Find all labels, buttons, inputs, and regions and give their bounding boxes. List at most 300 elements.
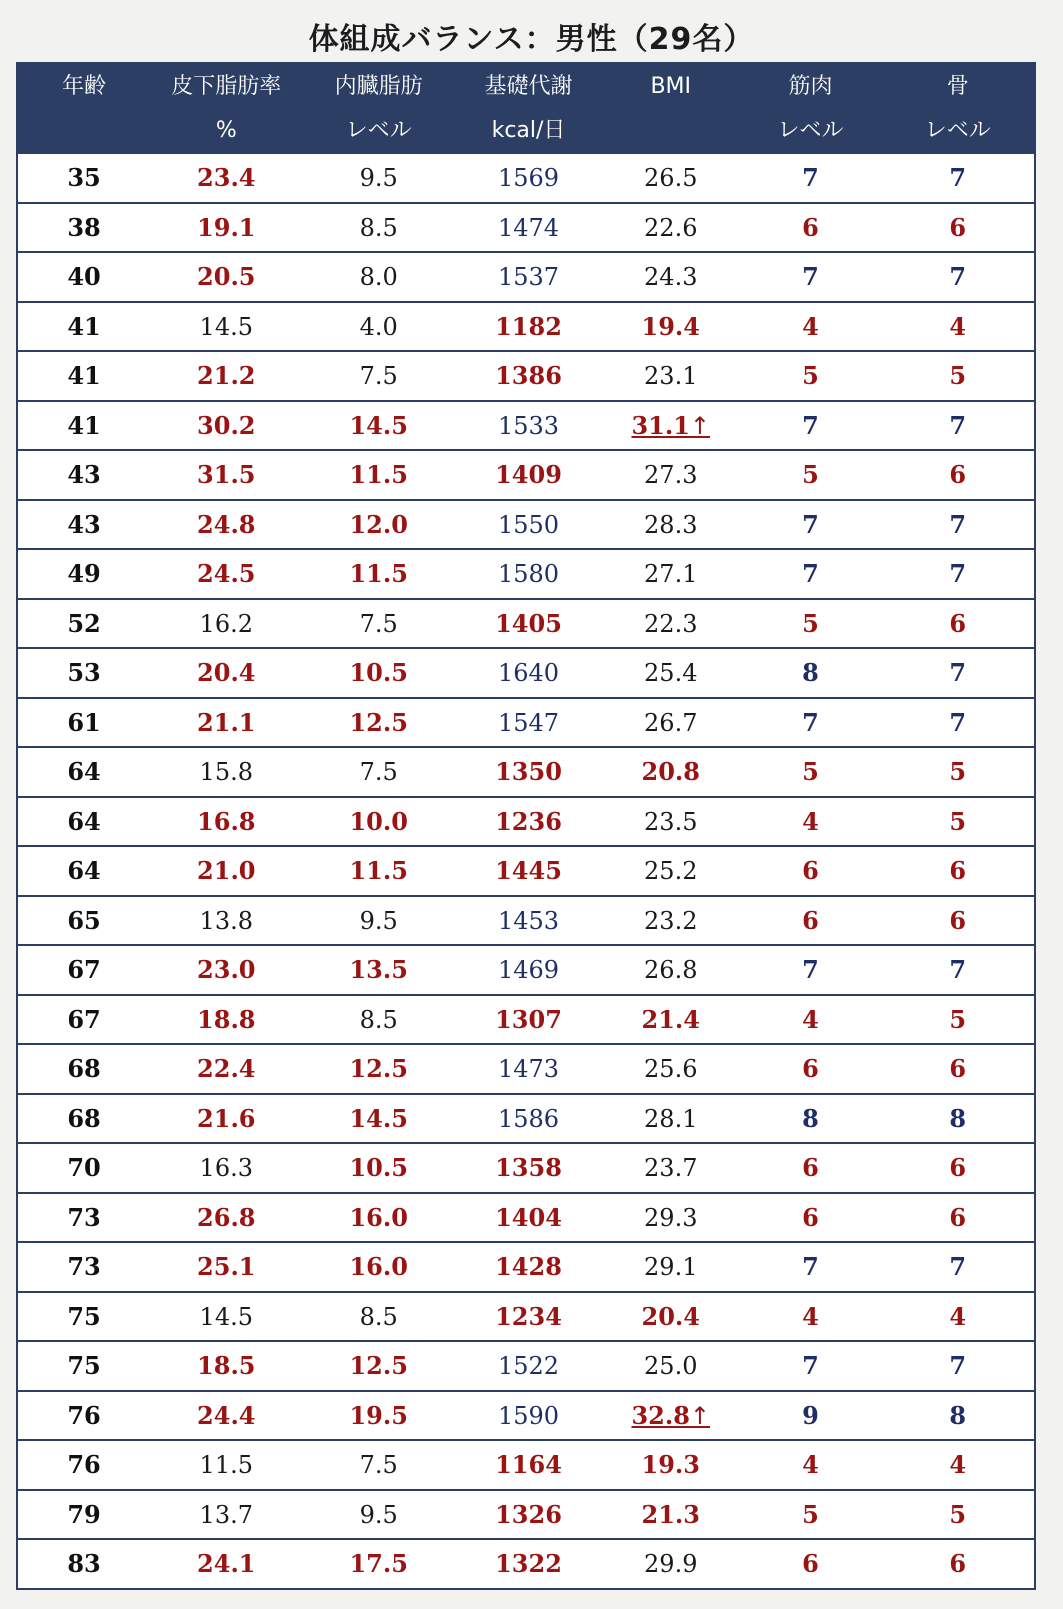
- muscle-level-value: 6: [802, 1153, 819, 1183]
- subcutaneous-fat-value: 14.5: [199, 312, 253, 341]
- cell-subcutaneous-fat: [150, 154, 302, 203]
- bone-level-value: 7: [949, 262, 967, 292]
- cell-age: [18, 1539, 150, 1588]
- bmr-value: 1550: [497, 510, 560, 539]
- bmi-value: 20.4: [641, 1301, 700, 1331]
- cell-bmi: [602, 648, 739, 698]
- cell-bmi: [602, 698, 739, 748]
- cell-bmi: [602, 302, 739, 352]
- bmi-value: 20.8: [641, 757, 700, 787]
- cell-bmr: [455, 1440, 602, 1490]
- cell-bmr: [455, 846, 602, 896]
- bmi-value: 25.6: [644, 1055, 698, 1084]
- table-row: [18, 549, 1034, 599]
- table-row: [18, 648, 1034, 698]
- cell-visceral-fat: [302, 995, 454, 1045]
- bmr-value: 1580: [497, 560, 560, 589]
- visceral-fat-value: 9.5: [359, 1500, 398, 1529]
- cell-bmi: [602, 945, 739, 995]
- subcutaneous-fat-value: 21.6: [197, 1103, 256, 1133]
- bone-level-value: 6: [949, 856, 967, 886]
- visceral-fat-value: 8.5: [359, 1005, 398, 1034]
- table-body: [18, 154, 1034, 1588]
- cell-muscle-level: [739, 1094, 881, 1144]
- cell-bone-level: [882, 1193, 1034, 1243]
- table-row: [18, 252, 1034, 302]
- muscle-level-value: 5: [802, 361, 819, 391]
- bmr-value: 1445: [495, 856, 562, 886]
- bmi-value: 27.1: [644, 560, 698, 589]
- cell-bmi: [602, 1440, 739, 1490]
- bmr-value: 1409: [495, 460, 562, 490]
- visceral-fat-value: 10.0: [349, 806, 408, 836]
- header-visceral-fat: 内臓脂肪 レベル: [302, 64, 454, 154]
- cell-visceral-fat: [302, 1242, 454, 1292]
- cell-muscle-level: [739, 1341, 881, 1391]
- cell-subcutaneous-fat: [150, 945, 302, 995]
- page-title: 体組成バランス：男性（29名）: [308, 22, 755, 57]
- bone-level-value: 7: [949, 658, 967, 688]
- visceral-fat-value: 12.5: [349, 1054, 408, 1084]
- cell-bmr: [455, 599, 602, 649]
- subcutaneous-fat-value: 16.8: [197, 806, 256, 836]
- cell-subcutaneous-fat: [150, 1094, 302, 1144]
- bmr-value: 1234: [495, 1301, 562, 1331]
- age-value: 49: [67, 559, 101, 589]
- cell-muscle-level: [739, 648, 881, 698]
- cell-visceral-fat: [302, 698, 454, 748]
- cell-age: [18, 1440, 150, 1490]
- bmr-value: 1428: [495, 1252, 562, 1282]
- cell-bmi: [602, 500, 739, 550]
- cell-bmi: [602, 252, 739, 302]
- subcutaneous-fat-value: 24.5: [197, 559, 256, 589]
- table-row: [18, 302, 1034, 352]
- cell-bmr: [455, 203, 602, 253]
- table-row: [18, 1094, 1034, 1144]
- cell-muscle-level: [739, 154, 881, 203]
- bone-level-value: 5: [949, 806, 967, 836]
- cell-subcutaneous-fat: [150, 1292, 302, 1342]
- table-row: [18, 945, 1034, 995]
- visceral-fat-value: 11.5: [349, 559, 408, 589]
- cell-bmi: [602, 154, 739, 203]
- visceral-fat-value: 7.5: [359, 1451, 398, 1480]
- age-value: 41: [67, 410, 101, 440]
- bone-level-value: 7: [949, 410, 967, 440]
- bone-level-value: 6: [949, 1153, 967, 1183]
- muscle-level-value: 5: [802, 460, 819, 490]
- muscle-level-value: 4: [802, 311, 819, 341]
- bmi-value: 21.3: [641, 1499, 700, 1529]
- age-value: 73: [67, 1202, 101, 1232]
- cell-visceral-fat: [302, 500, 454, 550]
- cell-bone-level: [882, 1341, 1034, 1391]
- bone-level-value: 6: [949, 460, 967, 490]
- cell-muscle-level: [739, 896, 881, 946]
- table-row: [18, 1193, 1034, 1243]
- cell-bmr: [455, 302, 602, 352]
- table-row: [18, 599, 1034, 649]
- visceral-fat-value: 12.5: [349, 1351, 408, 1381]
- cell-visceral-fat: [302, 549, 454, 599]
- cell-subcutaneous-fat: [150, 1539, 302, 1588]
- subcutaneous-fat-value: 24.1: [197, 1549, 256, 1579]
- cell-age: [18, 1044, 150, 1094]
- cell-bone-level: [882, 945, 1034, 995]
- subcutaneous-fat-value: 21.0: [197, 856, 256, 886]
- age-value: 41: [67, 361, 101, 391]
- cell-muscle-level: [739, 599, 881, 649]
- cell-bmi: [602, 1292, 739, 1342]
- subcutaneous-fat-value: 22.4: [197, 1054, 256, 1084]
- bmi-value: 32.8: [631, 1400, 690, 1430]
- cell-visceral-fat: [302, 203, 454, 253]
- bmi-value: 23.7: [644, 1154, 698, 1183]
- cell-age: [18, 698, 150, 748]
- bmi-value: 25.0: [644, 1352, 698, 1381]
- cell-bone-level: [882, 252, 1034, 302]
- muscle-level-value: 7: [802, 559, 819, 589]
- table-row: [18, 1143, 1034, 1193]
- subcutaneous-fat-value: 21.2: [197, 361, 256, 391]
- bmr-value: 1547: [497, 708, 560, 737]
- cell-age: [18, 896, 150, 946]
- cell-bmi: [602, 1143, 739, 1193]
- bone-level-value: 4: [949, 1450, 967, 1480]
- visceral-fat-value: 11.5: [349, 856, 408, 886]
- cell-bmr: [455, 945, 602, 995]
- visceral-fat-value: 9.5: [359, 164, 398, 193]
- cell-bone-level: [882, 797, 1034, 847]
- visceral-fat-value: 14.5: [349, 1103, 408, 1133]
- header-bone: 骨 レベル: [882, 64, 1034, 154]
- cell-visceral-fat: [302, 1094, 454, 1144]
- age-value: 52: [67, 608, 101, 638]
- table-row: [18, 797, 1034, 847]
- cell-subcutaneous-fat: [150, 698, 302, 748]
- bmi-value: 29.9: [644, 1550, 698, 1579]
- bmr-value: 1358: [495, 1153, 562, 1183]
- visceral-fat-value: 7.5: [359, 362, 398, 391]
- bone-level-value: 8: [949, 1400, 967, 1430]
- bone-level-value: 8: [949, 1103, 967, 1133]
- visceral-fat-value: 8.0: [359, 263, 398, 292]
- table-row: [18, 500, 1034, 550]
- cell-subcutaneous-fat: [150, 351, 302, 401]
- muscle-level-value: 5: [802, 608, 819, 638]
- visceral-fat-value: 14.5: [349, 410, 408, 440]
- subcutaneous-fat-value: 20.4: [197, 658, 256, 688]
- bone-level-value: 5: [949, 1004, 967, 1034]
- cell-bmi: [602, 401, 739, 451]
- visceral-fat-value: 7.5: [359, 609, 398, 638]
- subcutaneous-fat-value: 15.8: [199, 758, 253, 787]
- cell-bmi: [602, 549, 739, 599]
- subcutaneous-fat-value: 25.1: [197, 1252, 256, 1282]
- table-row: [18, 1490, 1034, 1540]
- bone-level-value: 6: [949, 608, 967, 638]
- visceral-fat-value: 4.0: [359, 312, 398, 341]
- bone-level-value: 6: [949, 1202, 967, 1232]
- subcutaneous-fat-value: 19.1: [197, 212, 256, 242]
- cell-bmi: [602, 1391, 739, 1441]
- cell-muscle-level: [739, 1391, 881, 1441]
- cell-age: [18, 1193, 150, 1243]
- cell-visceral-fat: [302, 1440, 454, 1490]
- cell-subcutaneous-fat: [150, 500, 302, 550]
- subcutaneous-fat-value: 26.8: [197, 1202, 256, 1232]
- cell-age: [18, 1292, 150, 1342]
- cell-subcutaneous-fat: [150, 995, 302, 1045]
- cell-age: [18, 203, 150, 253]
- cell-subcutaneous-fat: [150, 599, 302, 649]
- cell-bone-level: [882, 1094, 1034, 1144]
- table-row: [18, 401, 1034, 451]
- cell-bmr: [455, 1242, 602, 1292]
- cell-visceral-fat: [302, 1539, 454, 1588]
- bone-level-value: 7: [949, 509, 967, 539]
- bmr-value: 1469: [497, 956, 560, 985]
- bmi-value: 23.2: [644, 906, 698, 935]
- age-value: 75: [67, 1351, 101, 1381]
- cell-subcutaneous-fat: [150, 648, 302, 698]
- muscle-level-value: 6: [802, 1054, 819, 1084]
- cell-age: [18, 154, 150, 203]
- muscle-level-value: 8: [802, 1103, 819, 1133]
- table-row: [18, 896, 1034, 946]
- cell-bmr: [455, 747, 602, 797]
- cell-bmr: [455, 500, 602, 550]
- cell-age: [18, 995, 150, 1045]
- table-row: [18, 1539, 1034, 1588]
- muscle-level-value: 9: [802, 1400, 819, 1430]
- cell-bone-level: [882, 500, 1034, 550]
- cell-subcutaneous-fat: [150, 1242, 302, 1292]
- bmi-value: 19.3: [641, 1450, 700, 1480]
- bmr-value: 1307: [495, 1004, 562, 1034]
- age-value: 41: [67, 311, 101, 341]
- visceral-fat-value: 19.5: [349, 1400, 408, 1430]
- muscle-level-value: 5: [802, 1499, 819, 1529]
- cell-bone-level: [882, 747, 1034, 797]
- table-row: [18, 1440, 1034, 1490]
- header-age: 年齢: [18, 64, 150, 154]
- cell-subcutaneous-fat: [150, 1143, 302, 1193]
- visceral-fat-value: 8.5: [359, 213, 398, 242]
- cell-bone-level: [882, 1143, 1034, 1193]
- cell-muscle-level: [739, 1044, 881, 1094]
- age-value: 76: [67, 1450, 101, 1480]
- cell-visceral-fat: [302, 1391, 454, 1441]
- bmr-value: 1405: [495, 608, 562, 638]
- bmi-value: 28.1: [644, 1104, 698, 1133]
- bmr-value: 1522: [497, 1352, 560, 1381]
- cell-bmr: [455, 1044, 602, 1094]
- cell-age: [18, 351, 150, 401]
- subcutaneous-fat-value: 24.8: [197, 509, 256, 539]
- cell-visceral-fat: [302, 945, 454, 995]
- cell-bmr: [455, 1193, 602, 1243]
- cell-bmr: [455, 1143, 602, 1193]
- cell-age: [18, 599, 150, 649]
- cell-subcutaneous-fat: [150, 797, 302, 847]
- cell-age: [18, 500, 150, 550]
- table-row: [18, 1044, 1034, 1094]
- age-value: 40: [67, 262, 101, 292]
- table-row: [18, 154, 1034, 203]
- bone-level-value: 7: [949, 707, 967, 737]
- cell-muscle-level: [739, 698, 881, 748]
- muscle-level-value: 4: [802, 806, 819, 836]
- cell-bmi: [602, 1242, 739, 1292]
- bmr-value: 1182: [495, 311, 562, 341]
- cell-visceral-fat: [302, 351, 454, 401]
- muscle-level-value: 7: [802, 1252, 819, 1282]
- cell-visceral-fat: [302, 1193, 454, 1243]
- bmr-value: 1533: [497, 411, 560, 440]
- cell-bmi: [602, 1094, 739, 1144]
- visceral-fat-value: 9.5: [359, 906, 398, 935]
- cell-subcutaneous-fat: [150, 1490, 302, 1540]
- bmi-value: 26.7: [644, 708, 698, 737]
- cell-visceral-fat: [302, 846, 454, 896]
- table-row: [18, 747, 1034, 797]
- cell-muscle-level: [739, 995, 881, 1045]
- table-row: [18, 1391, 1034, 1441]
- visceral-fat-value: 7.5: [359, 758, 398, 787]
- bone-level-value: 7: [949, 955, 967, 985]
- cell-bmr: [455, 549, 602, 599]
- cell-bmi: [602, 747, 739, 797]
- cell-bmr: [455, 252, 602, 302]
- cell-bone-level: [882, 846, 1034, 896]
- cell-muscle-level: [739, 401, 881, 451]
- cell-visceral-fat: [302, 797, 454, 847]
- table-row: [18, 846, 1034, 896]
- cell-bmr: [455, 1391, 602, 1441]
- age-value: 65: [67, 905, 101, 935]
- bmr-value: 1473: [497, 1055, 560, 1084]
- cell-bmr: [455, 1292, 602, 1342]
- visceral-fat-value: 10.5: [349, 658, 408, 688]
- cell-bone-level: [882, 154, 1034, 203]
- subcutaneous-fat-value: 23.4: [197, 163, 256, 193]
- cell-age: [18, 1094, 150, 1144]
- bone-level-value: 4: [949, 311, 967, 341]
- bmr-value: 1453: [497, 906, 560, 935]
- cell-bmr: [455, 154, 602, 203]
- bmr-value: 1236: [495, 806, 562, 836]
- cell-muscle-level: [739, 747, 881, 797]
- table-row: [18, 203, 1034, 253]
- header-bmr: 基礎代謝 kcal/日: [455, 64, 602, 154]
- visceral-fat-value: 8.5: [359, 1302, 398, 1331]
- cell-muscle-level: [739, 1193, 881, 1243]
- cell-bone-level: [882, 896, 1034, 946]
- visceral-fat-value: 13.5: [349, 955, 408, 985]
- cell-subcutaneous-fat: [150, 846, 302, 896]
- cell-bone-level: [882, 648, 1034, 698]
- bmi-value: 26.8: [644, 956, 698, 985]
- visceral-fat-value: 17.5: [349, 1549, 408, 1579]
- visceral-fat-value: 16.0: [349, 1252, 408, 1282]
- subcutaneous-fat-value: 13.7: [199, 1500, 253, 1529]
- cell-subcutaneous-fat: [150, 1193, 302, 1243]
- bmr-value: 1386: [495, 361, 562, 391]
- bmi-value: 25.2: [644, 857, 698, 886]
- up-arrow-icon: ↑: [689, 411, 711, 440]
- cell-subcutaneous-fat: [150, 1440, 302, 1490]
- age-value: 64: [67, 757, 101, 787]
- visceral-fat-value: 12.0: [349, 509, 408, 539]
- cell-bone-level: [882, 1539, 1034, 1588]
- bone-level-value: 6: [949, 212, 967, 242]
- cell-age: [18, 846, 150, 896]
- cell-visceral-fat: [302, 599, 454, 649]
- cell-age: [18, 450, 150, 500]
- muscle-level-value: 8: [802, 658, 819, 688]
- cell-age: [18, 945, 150, 995]
- cell-muscle-level: [739, 1440, 881, 1490]
- body-composition-table: [16, 62, 1036, 1590]
- bmi-value: 24.3: [644, 263, 698, 292]
- cell-muscle-level: [739, 1292, 881, 1342]
- age-value: 64: [67, 856, 101, 886]
- age-value: 76: [67, 1400, 101, 1430]
- age-value: 70: [67, 1153, 101, 1183]
- cell-visceral-fat: [302, 648, 454, 698]
- age-value: 83: [67, 1549, 101, 1579]
- muscle-level-value: 7: [802, 955, 819, 985]
- cell-bone-level: [882, 1440, 1034, 1490]
- cell-age: [18, 1391, 150, 1441]
- cell-visceral-fat: [302, 1044, 454, 1094]
- muscle-level-value: 6: [802, 1549, 819, 1579]
- cell-bmr: [455, 1094, 602, 1144]
- cell-subcutaneous-fat: [150, 896, 302, 946]
- table-row: [18, 995, 1034, 1045]
- subcutaneous-fat-value: 24.4: [197, 1400, 256, 1430]
- cell-bone-level: [882, 302, 1034, 352]
- subcutaneous-fat-value: 13.8: [199, 906, 253, 935]
- cell-muscle-level: [739, 500, 881, 550]
- bone-level-value: 7: [949, 1252, 967, 1282]
- cell-bmi: [602, 599, 739, 649]
- cell-muscle-level: [739, 1539, 881, 1588]
- bmi-value: 29.3: [644, 1203, 698, 1232]
- cell-bmi: [602, 351, 739, 401]
- cell-bmr: [455, 896, 602, 946]
- cell-subcutaneous-fat: [150, 1341, 302, 1391]
- bmi-value: 21.4: [641, 1004, 700, 1034]
- subcutaneous-fat-value: 16.2: [199, 609, 253, 638]
- table-row: [18, 698, 1034, 748]
- cell-bmi: [602, 1193, 739, 1243]
- cell-visceral-fat: [302, 1292, 454, 1342]
- age-value: 38: [67, 212, 101, 242]
- age-value: 68: [67, 1054, 101, 1084]
- subcutaneous-fat-value: 16.3: [199, 1154, 253, 1183]
- bmr-value: 1404: [495, 1202, 562, 1232]
- table-row: [18, 1292, 1034, 1342]
- table-row: [18, 450, 1034, 500]
- cell-muscle-level: [739, 846, 881, 896]
- age-value: 35: [67, 163, 101, 193]
- cell-bmi: [602, 896, 739, 946]
- bone-level-value: 5: [949, 757, 967, 787]
- subcutaneous-fat-value: 31.5: [197, 460, 256, 490]
